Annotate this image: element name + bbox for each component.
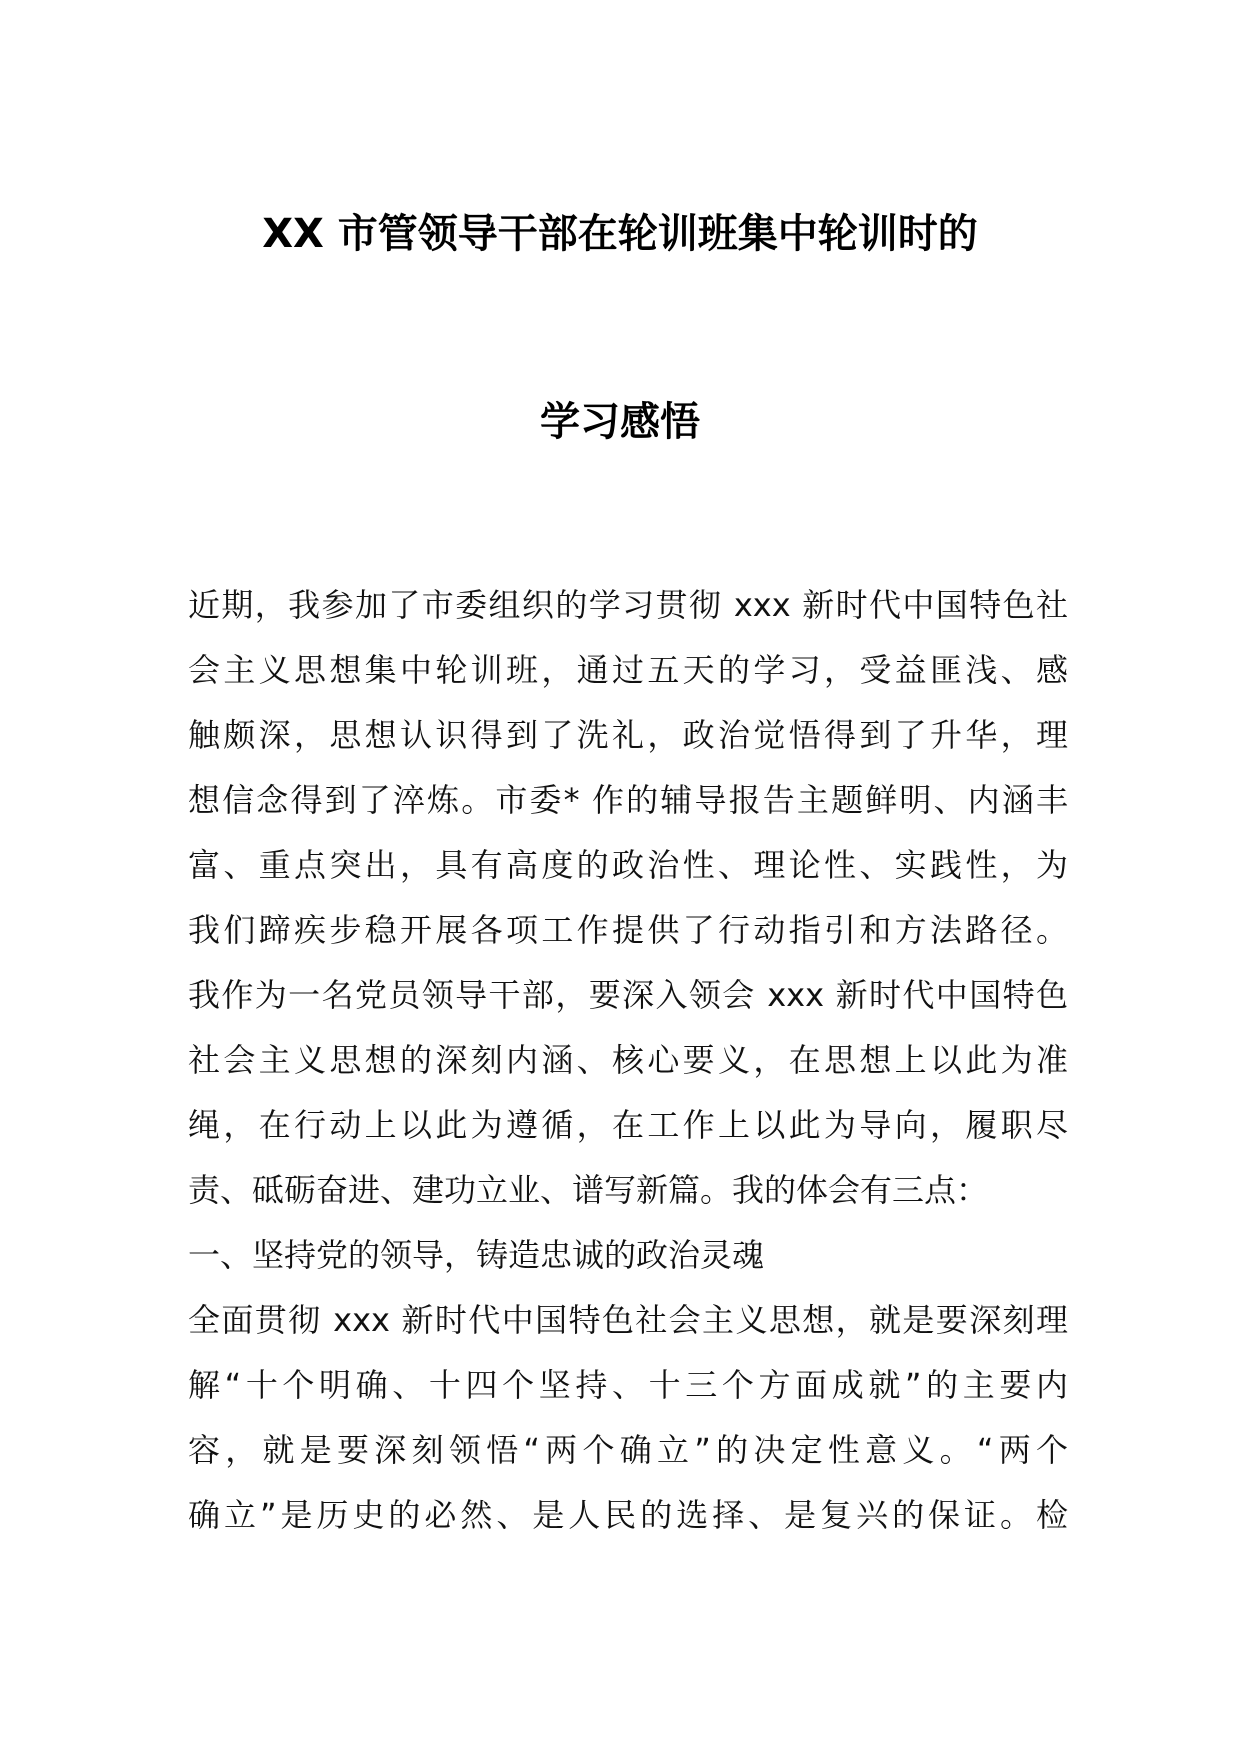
body-line: 会主义思想集中轮训班，通过五天的学习，受益匪浅、感 xyxy=(188,651,1068,689)
body-line: 解“十个明确、十四个坚持、十三个方面成就”的主要内 xyxy=(188,1366,1068,1404)
document-body xyxy=(188,573,1068,1548)
section-heading: 一、坚持党的领导，铸造忠诚的政治灵魂 xyxy=(188,1236,765,1274)
body-line: 社会主义思想的深刻内涵、核心要义，在思想上以此为准 xyxy=(188,1041,1068,1079)
body-line: 近期，我参加了市委组织的学习贯彻 xxx 新时代中国特色社 xyxy=(188,586,1068,624)
body-line: 我们蹄疾步稳开展各项工作提供了行动指引和方法路径。 xyxy=(188,911,1068,949)
body-line: 确立”是历史的必然、是人民的选择、是复兴的保证。检 xyxy=(188,1496,1068,1534)
body-line: 富、重点突出，具有高度的政治性、理论性、实践性，为 xyxy=(188,846,1068,884)
body-line: 绳，在行动上以此为遵循，在工作上以此为导向，履职尽 xyxy=(188,1106,1068,1144)
body-line: 触颇深，思想认识得到了洗礼，政治觉悟得到了升华，理 xyxy=(188,716,1068,754)
document-title-line-2: 学习感悟 xyxy=(540,399,700,445)
body-line: 我作为一名党员领导干部，要深入领会 xxx 新时代中国特色 xyxy=(188,976,1068,1014)
body-line: 容，就是要深刻领悟“两个确立”的决定性意义。“两个 xyxy=(188,1431,1068,1469)
body-line: 全面贯彻 xxx 新时代中国特色社会主义思想，就是要深刻理 xyxy=(188,1301,1068,1339)
document-title-line-1: XX 市管领导干部在轮训班集中轮训时的 xyxy=(262,211,978,257)
body-line: 想信念得到了淬炼。市委* 作的辅导报告主题鲜明、内涵丰 xyxy=(188,781,1068,819)
body-line: 责、砥砺奋进、建功立业、谱写新篇。我的体会有三点： xyxy=(188,1171,989,1209)
